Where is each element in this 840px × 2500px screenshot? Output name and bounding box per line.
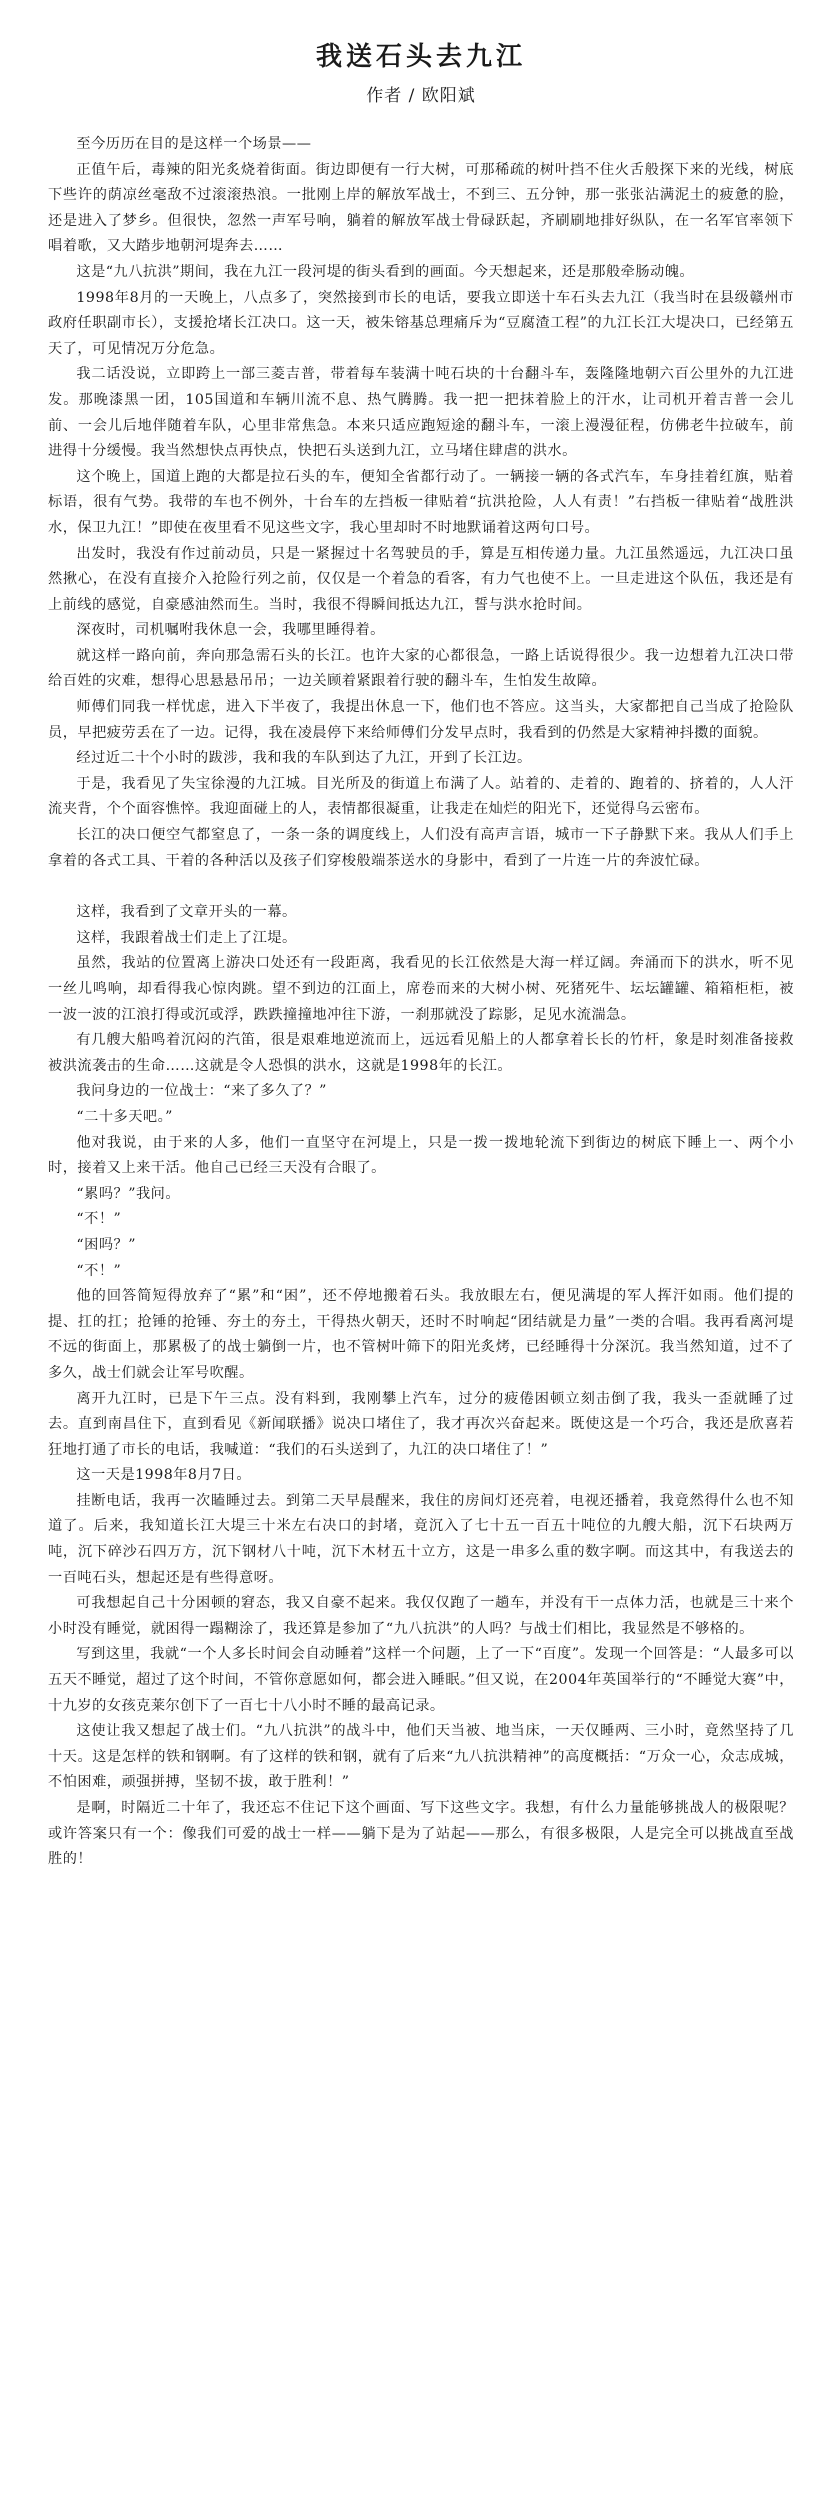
paragraph: 深夜时，司机嘱咐我休息一会，我哪里睡得着。: [76, 622, 385, 639]
article-title: 我送石头去九江: [315, 42, 526, 72]
paragraph: 这一天是1998年8月7日。: [76, 1467, 252, 1484]
paragraph: 我问身边的一位战士：“来了多久了？”: [76, 1083, 327, 1100]
paragraph: 至今历历在目的是这样一个场景——: [76, 136, 312, 152]
paragraph: 师傅们同我一样忧虑，进入下半夜了，我提出休息一下，他们也不答应。这当头，大家都把自己当成了抢险队员，早把疲劳丢在了一边。记得，我在凌晨停下来给师傅们分发早点时，我看到的仍然是大家精神抖擞的面貌。: [48, 699, 794, 741]
paragraph: 他对我说，由于来的人多，他们一直坚守在河堤上，只是一拨一拨地轮流下到街边的树底下睡上一、两个小时，接着又上来干活。他自己已经三天没有合眼了。: [48, 1134, 794, 1177]
paragraph: 这使让我又想起了战士们。“九八抗洪”的战斗中，他们天当被、地当床，一天仅睡两、三小时，竟然坚持了几十天。这是怎样的铁和钢啊。有了这样的铁和钢，就有了后来“九八抗洪精神”的高度概括：“万众一心，众志成城，不怕困难，顽强拼搏，坚韧不拔，敢于胜利！”: [48, 1723, 794, 1791]
paragraph: “不！”: [76, 1262, 122, 1279]
paragraph: 写到这里，我就“一个人多长时间会自动睡着”这样一个问题，上了一下“百度”。发现一个回答是：“人最多可以五天不睡觉，超过了这个时间，不管你意愿如何，都会进入睡眠。”但又说，在2004年英国举行的“不睡觉大赛”中，十九岁的女孩克莱尔创下了一百七十八小时不睡的最高记录。: [48, 1646, 794, 1714]
paragraph: 虽然，我站的位置离上游决口处还有一段距离，我看见的长江依然是大海一样辽阔。奔涌而下的洪水，听不见一丝儿鸣响，却看得我心惊肉跳。望不到边的江面上，席卷而来的大树小树、死猪死牛、坛坛罐罐、箱箱柜柜，被一波一波的江浪打得或沉或浮，跌跌撞撞地冲往下游，一刹那就没了踪影，足见水流湍急。: [48, 955, 794, 1023]
paragraph: 就这样一路向前，奔向那急需石头的长江。也许大家的心都很急，一路上话说得很少。我一边想着九江决口带给百姓的灾难，想得心思悬悬吊吊；一边关顾着紧跟着行驶的翻斗车，生怕发生故障。: [48, 647, 794, 690]
paragraph: “不！”: [76, 1211, 122, 1228]
paragraph: 离开九江时，已是下午三点。没有料到，我刚攀上汽车，过分的疲倦困顿立刻击倒了我，我头一歪就睡了过去。直到南昌住下，直到看见《新闻联播》说决口堵住了，我才再次兴奋起来。既使这是一个巧合，我还是欣喜若狂地打通了市长的电话，我喊道：“我们的石头送到了，九江的决口堵住了！”: [48, 1390, 794, 1458]
paragraph: 长江的决口便空气都窒息了，一条一条的调度线上，人们没有高声言语，城市一下子静默下来。我从人们手上拿着的各式工具、干着的各种活以及孩子们穿梭般端茶送水的身影中，看到了一片连一片的奔波忙碌。: [48, 827, 794, 869]
paragraph: “累吗？”我问。: [76, 1185, 181, 1202]
paragraph: 正值午后，毒辣的阳光炙烧着街面。街边即便有一行大树，可那稀疏的树叶挡不住火舌般探下来的光线，树底下些许的荫凉丝毫敌不过滚滚热浪。一批刚上岸的解放军战士，不到三、五分钟，那一张张沾满泥土的疲惫的脸，还是进入了梦乡。但很快，忽然一声军号响，躺着的解放军战士骨碌跃起，齐刷刷地排好纵队，在一名军官率领下唱着歌，又大踏步地朝河堤奔去……: [48, 161, 794, 255]
article-body: [48, 132, 794, 1873]
paragraph: 可我想起自己十分困顿的窘态，我又自豪不起来。我仅仅跑了一趟车，并没有干一点体力活，也就是三十来个小时没有睡觉，就困得一蹋糊涂了，我还算是参加了“九八抗洪”的人吗？与战士们相比，我显然是不够格的。: [48, 1595, 794, 1637]
paragraph: 这样，我跟着战士们走上了江堤。: [76, 929, 297, 946]
paragraph: 有几艘大船鸣着沉闷的汽笛，很是艰难地逆流而上，远远看见船上的人都拿着长长的竹杆，象是时刻准备接救被洪流袭击的生命……这就是令人恐惧的洪水，这就是1998年的长江。: [48, 1032, 794, 1074]
paragraph: 是啊，时隔近二十年了，我还忘不住记下这个画面、写下这些文字。我想，有什么力量能够挑战人的极限呢？或许答案只有一个：像我们可爱的战士一样——躺下是为了站起——那么，有很多极限，人是完全可以挑战直至战胜的！: [48, 1800, 794, 1868]
paragraph: 这个晚上，国道上跑的大都是拉石头的车，便知全省都行动了。一辆接一辆的各式汽车，车身挂着红旗，贴着标语，很有气势。我带的车也不例外，十台车的左挡板一律贴着“抗洪抢险，人人有责！”右挡板一律贴着“战胜洪水，保卫九江！”即使在夜里看不见这些文字，我心里却时不时地默诵着这两句口号。: [48, 468, 794, 536]
paragraph: 我二话没说，立即跨上一部三菱吉普，带着每车装满十吨石块的十台翻斗车，轰隆隆地朝六百公里外的九江进发。那晚漆黑一团，105国道和车辆川流不息、热气腾腾。我一把一把抹着脸上的汗水，让司机开着吉普一会儿前、一会儿后地伴随着车队，心里非常焦急。本来只适应跑短途的翻斗车，一滚上漫漫征程，仿佛老牛拉破车，前进得十分缓慢。我当然想快点再快点，快把石头送到九江，立马堵住肆虐的洪水。: [48, 366, 794, 460]
paragraph: 于是，我看见了失宝徐漫的九江城。目光所及的街道上布满了人。站着的、走着的、跑着的、挤着的，人人汗流夹背，个个面容憔悴。我迎面碰上的人，表情都很凝重，让我走在灿烂的阳光下，还觉得乌云密布。: [48, 775, 794, 818]
paragraph: 经过近二十个小时的跋涉，我和我的车队到达了九江，开到了长江边。: [76, 750, 532, 767]
paragraph: “困吗？”: [76, 1236, 136, 1253]
paragraph: “二十多天吧。”: [76, 1108, 173, 1125]
paragraph: 挂断电话，我再一次瞌睡过去。到第二天早晨醒来，我住的房间灯还亮着，电视还播着，我竟然得什么也不知道了。后来，我知道长江大堤三十米左右决口的封堵，竟沉入了七十五一百五十吨位的九艘大船，沉下石块两万吨，沉下碎沙石四万方，沉下钢材八十吨，沉下木材五十立方，这是一串多么重的数字啊。而这其中，有我送去的一百吨石头，想起还是有些得意呀。: [48, 1492, 794, 1586]
paragraph: 这样，我看到了文章开头的一幕。: [76, 904, 297, 921]
paragraph: 这是“九八抗洪”期间，我在九江一段河堤的街头看到的画面。今天想起来，还是那般牵肠动魄。: [76, 263, 695, 280]
paragraph: 他的回答简短得放弃了“累”和“困”，还不停地搬着石头。我放眼左右，便见满堤的军人挥汗如雨。他们提的提、扛的扛；抢锤的抢锤、夯土的夯土，干得热火朝天，还时不时响起“团结就是力量”一类的合唱。我再看离河堤不远的街面上，那累极了的战士躺倒一片，也不管树叶筛下的阳光炙烤，已经睡得十分深沉。我当然知道，过不了多久，战士们就会让军号吹醒。: [48, 1288, 794, 1381]
paragraph: 1998年8月的一天晚上，八点多了，突然接到市长的电话，要我立即送十车石头去九江（我当时在县级赣州市政府任职副市长），支援抢堵长江决口。这一天，被朱镕基总理痛斥为“豆腐渣工程”的九江长江大堤决口，已经第五天了，可见情况万分危急。: [48, 289, 794, 357]
article-byline: 作者 / 欧阳斌: [366, 86, 476, 106]
paragraph: 出发时，我没有作过前动员，只是一紧握过十名驾驶员的手，算是互相传递力量。九江虽然遥远，九江决口虽然揪心，在没有直接介入抢险行列之前，仅仅是一个着急的看客，有力气也使不上。一旦走进这个队伍，我还是有上前线的感觉，自豪感油然而生。当时，我很不得瞬间抵达九江，誓与洪水抢时间。: [48, 545, 794, 613]
